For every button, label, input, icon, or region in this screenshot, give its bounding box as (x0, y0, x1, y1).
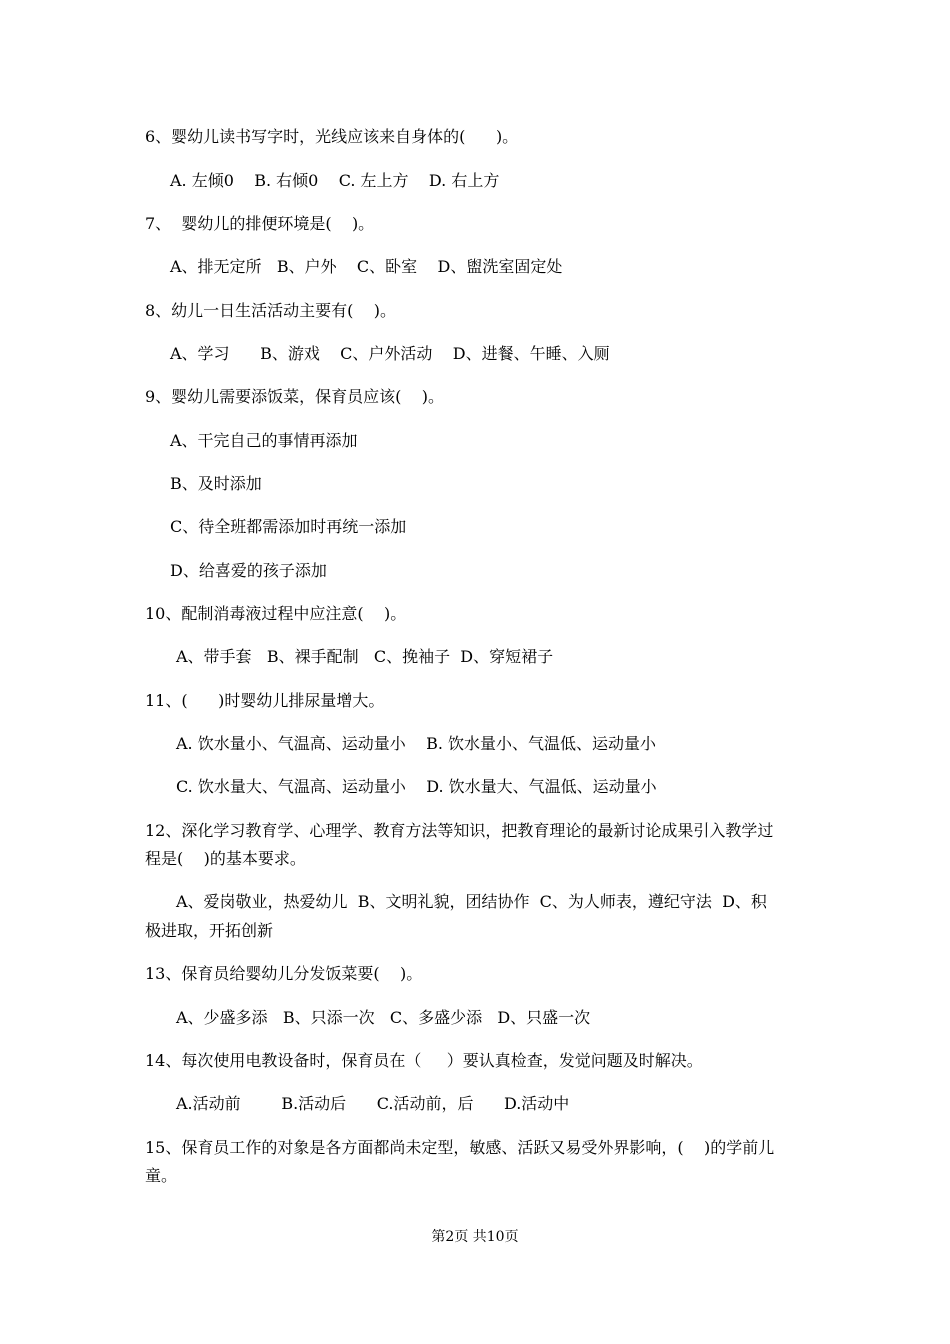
question-6-options: A. 左倾0 B. 右倾0 C. 左上方 D. 右上方 (170, 171, 500, 190)
question-11-options-cd: C. 饮水量大、气温高、运动量小 D. 饮水量大、气温低、运动量小 (176, 777, 657, 796)
question-7-stem: 7、 婴幼儿的排便环境是( )。 (145, 214, 375, 233)
question-6-stem: 6、婴幼儿读书写字时，光线应该来自身体的( )。 (145, 127, 519, 146)
question-13-stem: 13、保育员给婴幼儿分发饭菜要( )。 (145, 964, 423, 983)
question-12-stem-line-1: 12、深化学习教育学、心理学、教育方法等知识，把教育理论的最新讨论成果引入教学过 (145, 821, 774, 840)
question-8-stem: 8、幼儿一日生活活动主要有( )。 (145, 301, 397, 320)
question-14-stem: 14、每次使用电教设备时，保育员在（ ）要认真检查，发觉问题及时解决。 (145, 1051, 703, 1070)
question-10-stem: 10、配制消毒液过程中应注意( )。 (145, 604, 407, 623)
question-9-option-d: D、给喜爱的孩子添加 (170, 561, 327, 580)
question-9-option-b: B、及时添加 (170, 474, 262, 493)
question-15-stem-line-2: 童。 (145, 1166, 178, 1185)
question-12-options-line-2: 极进取，开拓创新 (145, 921, 274, 940)
question-15-stem-line-1: 15、保育员工作的对象是各方面都尚未定型，敏感、活跃又易受外界影响，( )的学前儿 (145, 1138, 775, 1157)
question-12-options-line-1: A、爱岗敬业，热爱幼儿 B、文明礼貌，团结协作 C、为人师表，遵纪守法 D、积 (176, 892, 767, 911)
question-7-options: A、排无定所 B、户外 C、卧室 D、盥洗室固定处 (170, 257, 563, 276)
question-14-options: A.活动前 B.活动后 C.活动前，后 D.活动中 (176, 1094, 570, 1113)
question-12-stem-line-2: 程是( )的基本要求。 (145, 849, 306, 868)
page-footer: 第2页 共10页 (431, 1229, 519, 1245)
question-9-option-a: A、干完自己的事情再添加 (170, 431, 358, 450)
question-13-options: A、少盛多添 B、只添一次 C、多盛少添 D、只盛一次 (176, 1008, 591, 1027)
question-9-option-c: C、待全班都需添加时再统一添加 (170, 517, 407, 536)
question-11-options-ab: A. 饮水量小、气温高、运动量小 B. 饮水量小、气温低、运动量小 (176, 734, 657, 753)
question-10-options: A、带手套 B、裸手配制 C、挽袖子 D、穿短裙子 (176, 647, 554, 666)
question-11-stem: 11、( )时婴幼儿排尿量增大。 (145, 691, 385, 710)
question-8-options: A、学习 B、游戏 C、户外活动 D、进餐、午睡、入厕 (170, 344, 610, 363)
question-9-stem: 9、婴幼儿需要添饭菜，保育员应该( )。 (145, 387, 445, 406)
